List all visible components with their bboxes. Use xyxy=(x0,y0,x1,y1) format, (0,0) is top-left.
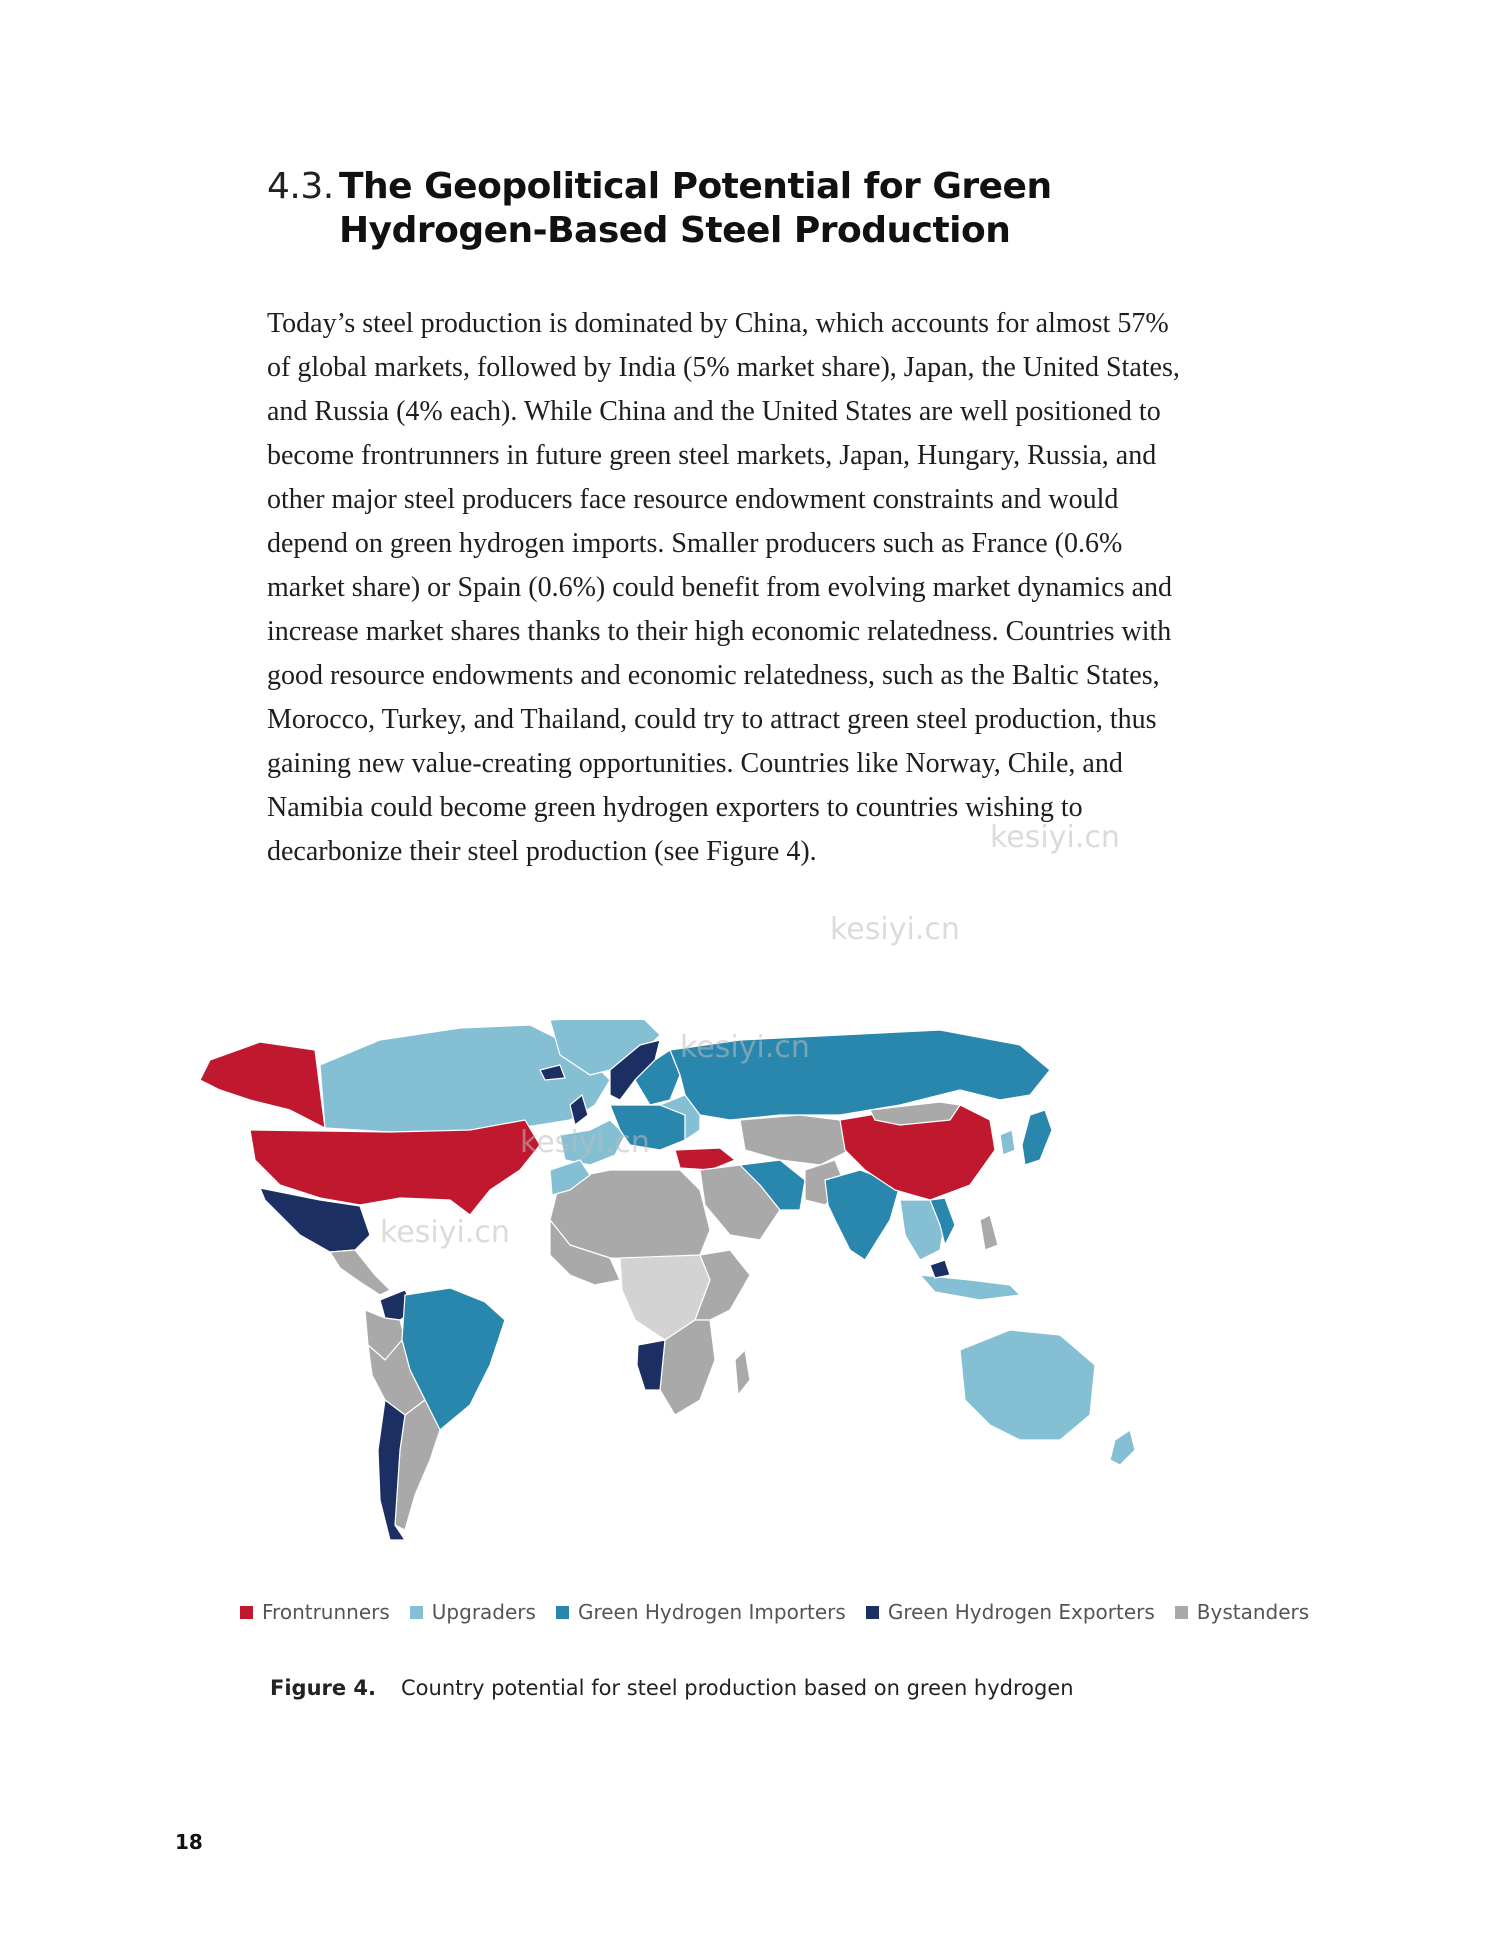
namibia xyxy=(637,1340,665,1390)
body-paragraph xyxy=(267,302,1237,874)
body-line: market share) or Spain (0.6%) could benefit from evolving market dynamics and xyxy=(267,572,1173,603)
australia xyxy=(960,1330,1095,1440)
body-line: other major steel producers face resource endowment constraints and would xyxy=(267,484,1119,515)
malaysia xyxy=(930,1260,950,1278)
legend-label: Upgraders xyxy=(431,1600,536,1624)
figure-caption xyxy=(270,1676,1074,1706)
watermark: kesiyi.cn xyxy=(520,1125,650,1160)
legend-label: Bystanders xyxy=(1196,1600,1310,1624)
section-title-line2: Hydrogen-Based Steel Production xyxy=(339,210,1011,251)
legend-swatch xyxy=(556,1606,569,1619)
watermark: kesiyi.cn xyxy=(380,1215,510,1250)
body-line: decarbonize their steel production (see Figure 4). xyxy=(267,836,817,867)
page-number: 18 xyxy=(175,1830,203,1854)
legend-swatch xyxy=(1175,1606,1188,1619)
figure-caption-text: Country potential for steel production based on green hydrogen xyxy=(401,1676,1074,1700)
section-number: 4.3. xyxy=(267,166,334,207)
section-title-line1: The Geopolitical Potential for Green xyxy=(339,166,1052,207)
legend-swatch xyxy=(410,1606,423,1619)
watermark: kesiyi.cn xyxy=(830,912,960,947)
body-line: Morocco, Turkey, and Thailand, could try to attract green steel production, thus xyxy=(267,704,1157,735)
legend-label: Green Hydrogen Importers xyxy=(577,1600,846,1624)
legend-label: Frontrunners xyxy=(262,1600,390,1624)
madagascar xyxy=(735,1350,750,1395)
body-line: increase market shares thanks to their high economic relatedness. Countries with xyxy=(267,616,1172,647)
legend-swatch xyxy=(240,1606,253,1619)
central-america xyxy=(330,1250,390,1295)
figure-label: Figure 4. xyxy=(270,1676,377,1700)
indonesia xyxy=(920,1275,1020,1300)
legend-item-exporters xyxy=(866,1600,1155,1624)
body-line: Namibia could become green hydrogen exporters to countries wishing to xyxy=(267,792,1083,823)
section-heading xyxy=(267,165,1267,253)
legend-label: Green Hydrogen Exporters xyxy=(887,1600,1155,1624)
legend-item-importers xyxy=(556,1600,846,1624)
legend-item-upgraders xyxy=(410,1600,536,1624)
map-legend xyxy=(240,1597,1329,1627)
legend-swatch xyxy=(866,1606,879,1619)
body-line: good resource endowments and economic relatedness, such as the Baltic States, xyxy=(267,660,1160,691)
body-line: gaining new value-creating opportunities. Countries like Norway, Chile, and xyxy=(267,748,1123,779)
central-asia xyxy=(740,1115,850,1165)
philippines xyxy=(980,1215,998,1250)
legend-item-bystanders xyxy=(1175,1600,1309,1624)
body-line: and Russia (4% each). While China and the United States are well positioned to xyxy=(267,396,1161,427)
alaska xyxy=(200,1042,325,1128)
body-line: Today’s steel production is dominated by China, which accounts for almost 57% xyxy=(267,308,1169,339)
body-line: of global markets, followed by India (5% market share), Japan, the United States, xyxy=(267,352,1180,383)
legend-item-frontrunners xyxy=(240,1600,390,1624)
world-map xyxy=(140,1020,1340,1580)
new-zealand xyxy=(1110,1430,1135,1465)
watermark: kesiyi.cn xyxy=(680,1030,810,1065)
body-line: become frontrunners in future green steel markets, Japan, Hungary, Russia, and xyxy=(267,440,1157,471)
body-line: depend on green hydrogen imports. Smaller producers such as France (0.6% xyxy=(267,528,1123,559)
japan xyxy=(1022,1110,1052,1165)
world-map-svg xyxy=(140,1020,1340,1580)
watermark: kesiyi.cn xyxy=(990,820,1120,855)
korea xyxy=(1000,1130,1015,1155)
